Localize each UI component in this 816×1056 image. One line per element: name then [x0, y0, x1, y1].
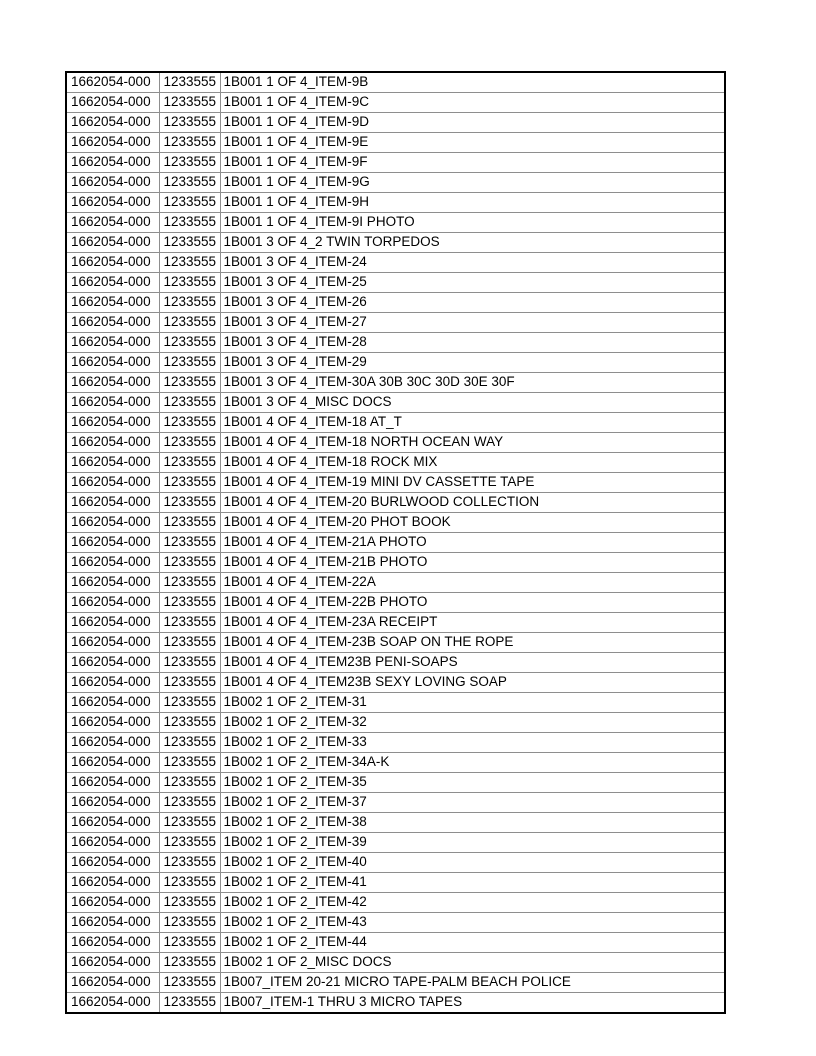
control-number-cell: 1233555 — [159, 593, 220, 613]
case-number-cell: 1662054-000 — [66, 773, 159, 793]
table-row — [66, 873, 725, 893]
case-number-cell: 1662054-000 — [66, 93, 159, 113]
case-number-cell: 1662054-000 — [66, 213, 159, 233]
table-row — [66, 853, 725, 873]
description-cell: 1B002 1 OF 2_ITEM-31 — [220, 693, 725, 713]
control-number-cell: 1233555 — [159, 613, 220, 633]
table-row — [66, 293, 725, 313]
case-number-cell: 1662054-000 — [66, 933, 159, 953]
description-cell: 1B007_ITEM 20-21 MICRO TAPE-PALM BEACH POLICE — [220, 973, 725, 993]
table-row — [66, 953, 725, 973]
table-row — [66, 713, 725, 733]
description-cell: 1B001 3 OF 4_MISC DOCS — [220, 393, 725, 413]
table-row — [66, 333, 725, 353]
control-number-cell: 1233555 — [159, 893, 220, 913]
description-cell: 1B001 3 OF 4_ITEM-30A 30B 30C 30D 30E 30F — [220, 373, 725, 393]
description-cell: 1B002 1 OF 2_ITEM-33 — [220, 733, 725, 753]
table-row — [66, 193, 725, 213]
case-number-cell: 1662054-000 — [66, 273, 159, 293]
description-cell: 1B001 4 OF 4_ITEM-18 NORTH OCEAN WAY — [220, 433, 725, 453]
description-cell: 1B001 1 OF 4_ITEM-9F — [220, 153, 725, 173]
control-number-cell: 1233555 — [159, 913, 220, 933]
table-row — [66, 633, 725, 653]
case-number-cell: 1662054-000 — [66, 173, 159, 193]
control-number-cell: 1233555 — [159, 353, 220, 373]
description-cell: 1B001 3 OF 4_ITEM-28 — [220, 333, 725, 353]
control-number-cell: 1233555 — [159, 993, 220, 1014]
description-cell: 1B001 4 OF 4_ITEM23B PENI-SOAPS — [220, 653, 725, 673]
table-row — [66, 453, 725, 473]
control-number-cell: 1233555 — [159, 873, 220, 893]
table-row — [66, 393, 725, 413]
table-row — [66, 133, 725, 153]
control-number-cell: 1233555 — [159, 173, 220, 193]
table-row — [66, 173, 725, 193]
control-number-cell: 1233555 — [159, 813, 220, 833]
description-cell: 1B001 4 OF 4_ITEM-18 AT_T — [220, 413, 725, 433]
control-number-cell: 1233555 — [159, 373, 220, 393]
control-number-cell: 1233555 — [159, 693, 220, 713]
description-cell: 1B001 3 OF 4_2 TWIN TORPEDOS — [220, 233, 725, 253]
description-cell: 1B001 4 OF 4_ITEM-22B PHOTO — [220, 593, 725, 613]
control-number-cell: 1233555 — [159, 733, 220, 753]
inventory-table-body — [66, 72, 725, 1013]
table-row — [66, 153, 725, 173]
control-number-cell: 1233555 — [159, 853, 220, 873]
description-cell: 1B002 1 OF 2_ITEM-43 — [220, 913, 725, 933]
description-cell: 1B002 1 OF 2_ITEM-40 — [220, 853, 725, 873]
case-number-cell: 1662054-000 — [66, 353, 159, 373]
control-number-cell: 1233555 — [159, 753, 220, 773]
table-row — [66, 813, 725, 833]
description-cell: 1B001 4 OF 4_ITEM-23A RECEIPT — [220, 613, 725, 633]
control-number-cell: 1233555 — [159, 653, 220, 673]
case-number-cell: 1662054-000 — [66, 513, 159, 533]
control-number-cell: 1233555 — [159, 393, 220, 413]
table-row — [66, 573, 725, 593]
description-cell: 1B001 1 OF 4_ITEM-9H — [220, 193, 725, 213]
control-number-cell: 1233555 — [159, 793, 220, 813]
description-cell: 1B001 1 OF 4_ITEM-9C — [220, 93, 725, 113]
table-row — [66, 493, 725, 513]
control-number-cell: 1233555 — [159, 493, 220, 513]
table-row — [66, 473, 725, 493]
case-number-cell: 1662054-000 — [66, 653, 159, 673]
description-cell: 1B001 4 OF 4_ITEM-21B PHOTO — [220, 553, 725, 573]
control-number-cell: 1233555 — [159, 273, 220, 293]
description-cell: 1B002 1 OF 2_ITEM-32 — [220, 713, 725, 733]
case-number-cell: 1662054-000 — [66, 433, 159, 453]
case-number-cell: 1662054-000 — [66, 533, 159, 553]
case-number-cell: 1662054-000 — [66, 393, 159, 413]
table-row — [66, 653, 725, 673]
description-cell: 1B001 1 OF 4_ITEM-9B — [220, 72, 725, 93]
table-row — [66, 533, 725, 553]
table-row — [66, 433, 725, 453]
table-row — [66, 413, 725, 433]
control-number-cell: 1233555 — [159, 573, 220, 593]
table-row — [66, 773, 725, 793]
case-number-cell: 1662054-000 — [66, 913, 159, 933]
description-cell: 1B002 1 OF 2_ITEM-44 — [220, 933, 725, 953]
table-row — [66, 93, 725, 113]
control-number-cell: 1233555 — [159, 233, 220, 253]
table-row — [66, 72, 725, 93]
case-number-cell: 1662054-000 — [66, 253, 159, 273]
case-number-cell: 1662054-000 — [66, 993, 159, 1014]
control-number-cell: 1233555 — [159, 673, 220, 693]
case-number-cell: 1662054-000 — [66, 293, 159, 313]
control-number-cell: 1233555 — [159, 413, 220, 433]
table-row — [66, 973, 725, 993]
description-cell: 1B002 1 OF 2_ITEM-41 — [220, 873, 725, 893]
table-row — [66, 373, 725, 393]
table-row — [66, 673, 725, 693]
control-number-cell: 1233555 — [159, 633, 220, 653]
description-cell: 1B002 1 OF 2_ITEM-39 — [220, 833, 725, 853]
case-number-cell: 1662054-000 — [66, 893, 159, 913]
table-row — [66, 733, 725, 753]
control-number-cell: 1233555 — [159, 253, 220, 273]
case-number-cell: 1662054-000 — [66, 133, 159, 153]
table-row — [66, 993, 725, 1014]
case-number-cell: 1662054-000 — [66, 753, 159, 773]
case-number-cell: 1662054-000 — [66, 953, 159, 973]
description-cell: 1B002 1 OF 2_MISC DOCS — [220, 953, 725, 973]
case-number-cell: 1662054-000 — [66, 693, 159, 713]
case-number-cell: 1662054-000 — [66, 713, 159, 733]
description-cell: 1B001 4 OF 4_ITEM23B SEXY LOVING SOAP — [220, 673, 725, 693]
control-number-cell: 1233555 — [159, 973, 220, 993]
control-number-cell: 1233555 — [159, 72, 220, 93]
description-cell: 1B001 1 OF 4_ITEM-9E — [220, 133, 725, 153]
case-number-cell: 1662054-000 — [66, 473, 159, 493]
control-number-cell: 1233555 — [159, 553, 220, 573]
table-row — [66, 933, 725, 953]
table-row — [66, 353, 725, 373]
case-number-cell: 1662054-000 — [66, 573, 159, 593]
control-number-cell: 1233555 — [159, 293, 220, 313]
inventory-table — [65, 71, 726, 1014]
control-number-cell: 1233555 — [159, 473, 220, 493]
description-cell: 1B001 4 OF 4_ITEM-19 MINI DV CASSETTE TAPE — [220, 473, 725, 493]
control-number-cell: 1233555 — [159, 533, 220, 553]
case-number-cell: 1662054-000 — [66, 873, 159, 893]
control-number-cell: 1233555 — [159, 133, 220, 153]
control-number-cell: 1233555 — [159, 833, 220, 853]
control-number-cell: 1233555 — [159, 93, 220, 113]
case-number-cell: 1662054-000 — [66, 333, 159, 353]
description-cell: 1B001 3 OF 4_ITEM-26 — [220, 293, 725, 313]
description-cell: 1B001 1 OF 4_ITEM-9G — [220, 173, 725, 193]
description-cell: 1B002 1 OF 2_ITEM-35 — [220, 773, 725, 793]
case-number-cell: 1662054-000 — [66, 793, 159, 813]
description-cell: 1B007_ITEM-1 THRU 3 MICRO TAPES — [220, 993, 725, 1014]
case-number-cell: 1662054-000 — [66, 373, 159, 393]
case-number-cell: 1662054-000 — [66, 553, 159, 573]
description-cell: 1B001 1 OF 4_ITEM-9D — [220, 113, 725, 133]
table-row — [66, 913, 725, 933]
table-row — [66, 593, 725, 613]
case-number-cell: 1662054-000 — [66, 853, 159, 873]
control-number-cell: 1233555 — [159, 113, 220, 133]
case-number-cell: 1662054-000 — [66, 233, 159, 253]
description-cell: 1B001 4 OF 4_ITEM-22A — [220, 573, 725, 593]
table-row — [66, 213, 725, 233]
table-row — [66, 833, 725, 853]
control-number-cell: 1233555 — [159, 153, 220, 173]
case-number-cell: 1662054-000 — [66, 193, 159, 213]
control-number-cell: 1233555 — [159, 213, 220, 233]
control-number-cell: 1233555 — [159, 433, 220, 453]
description-cell: 1B002 1 OF 2_ITEM-42 — [220, 893, 725, 913]
description-cell: 1B002 1 OF 2_ITEM-38 — [220, 813, 725, 833]
case-number-cell: 1662054-000 — [66, 453, 159, 473]
case-number-cell: 1662054-000 — [66, 613, 159, 633]
description-cell: 1B001 3 OF 4_ITEM-25 — [220, 273, 725, 293]
description-cell: 1B001 3 OF 4_ITEM-24 — [220, 253, 725, 273]
table-row — [66, 113, 725, 133]
table-row — [66, 313, 725, 333]
control-number-cell: 1233555 — [159, 313, 220, 333]
control-number-cell: 1233555 — [159, 193, 220, 213]
description-cell: 1B001 4 OF 4_ITEM-18 ROCK MIX — [220, 453, 725, 473]
description-cell: 1B001 3 OF 4_ITEM-29 — [220, 353, 725, 373]
control-number-cell: 1233555 — [159, 953, 220, 973]
description-cell: 1B001 1 OF 4_ITEM-9I PHOTO — [220, 213, 725, 233]
description-cell: 1B001 4 OF 4_ITEM-20 BURLWOOD COLLECTION — [220, 493, 725, 513]
description-cell: 1B001 4 OF 4_ITEM-21A PHOTO — [220, 533, 725, 553]
case-number-cell: 1662054-000 — [66, 833, 159, 853]
table-row — [66, 693, 725, 713]
control-number-cell: 1233555 — [159, 453, 220, 473]
case-number-cell: 1662054-000 — [66, 413, 159, 433]
description-cell: 1B001 4 OF 4_ITEM-23B SOAP ON THE ROPE — [220, 633, 725, 653]
case-number-cell: 1662054-000 — [66, 633, 159, 653]
table-row — [66, 613, 725, 633]
case-number-cell: 1662054-000 — [66, 493, 159, 513]
table-row — [66, 893, 725, 913]
control-number-cell: 1233555 — [159, 513, 220, 533]
control-number-cell: 1233555 — [159, 933, 220, 953]
case-number-cell: 1662054-000 — [66, 973, 159, 993]
table-row — [66, 793, 725, 813]
case-number-cell: 1662054-000 — [66, 593, 159, 613]
description-cell: 1B002 1 OF 2_ITEM-37 — [220, 793, 725, 813]
table-row — [66, 513, 725, 533]
control-number-cell: 1233555 — [159, 333, 220, 353]
table-row — [66, 753, 725, 773]
case-number-cell: 1662054-000 — [66, 72, 159, 93]
table-row — [66, 253, 725, 273]
table-row — [66, 553, 725, 573]
case-number-cell: 1662054-000 — [66, 813, 159, 833]
control-number-cell: 1233555 — [159, 713, 220, 733]
description-cell: 1B001 4 OF 4_ITEM-20 PHOT BOOK — [220, 513, 725, 533]
table-row — [66, 273, 725, 293]
control-number-cell: 1233555 — [159, 773, 220, 793]
case-number-cell: 1662054-000 — [66, 153, 159, 173]
case-number-cell: 1662054-000 — [66, 733, 159, 753]
case-number-cell: 1662054-000 — [66, 113, 159, 133]
case-number-cell: 1662054-000 — [66, 313, 159, 333]
case-number-cell: 1662054-000 — [66, 673, 159, 693]
table-row — [66, 233, 725, 253]
description-cell: 1B002 1 OF 2_ITEM-34A-K — [220, 753, 725, 773]
description-cell: 1B001 3 OF 4_ITEM-27 — [220, 313, 725, 333]
